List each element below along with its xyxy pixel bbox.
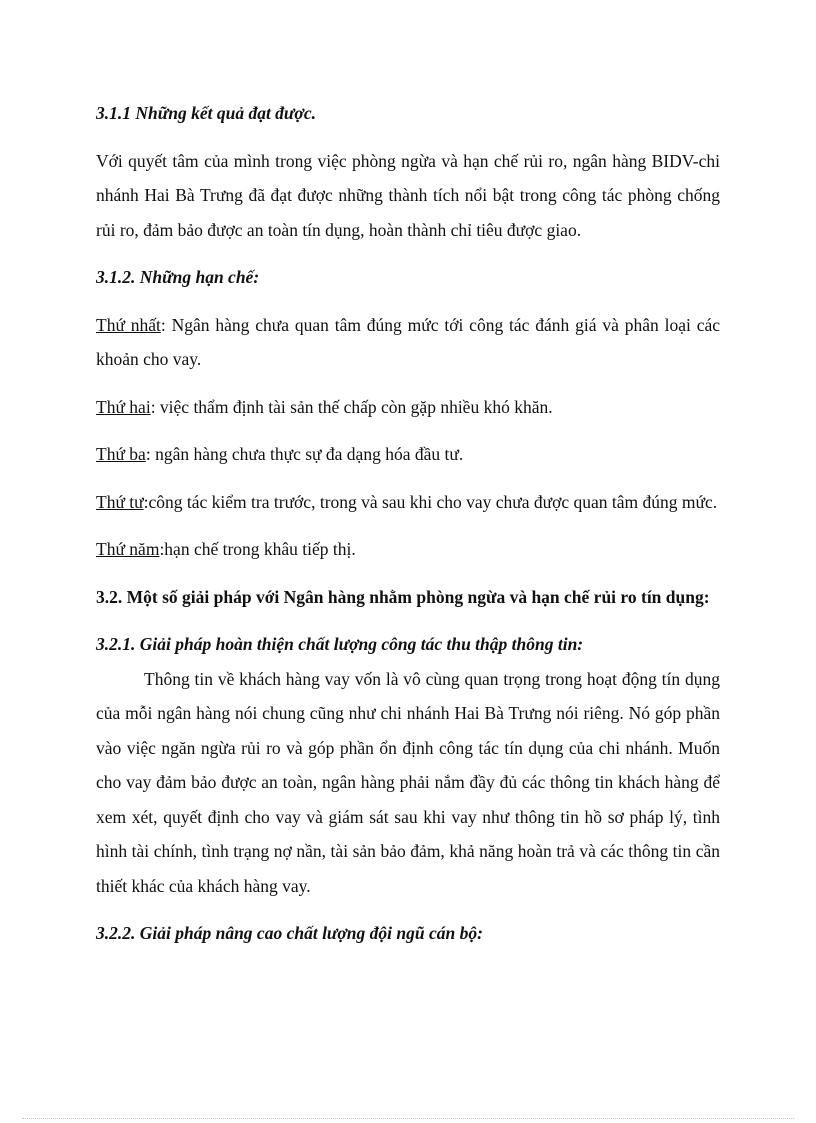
limitation-label: Thứ ba	[96, 444, 146, 464]
paragraph-information: Thông tin về khách hàng vay vốn là vô cùng quan trọng trong hoạt động tín dụng của mỗi ngân hàng nói chung cũng như chi nhánh Hai Bà Trưng nói riêng. Nó góp phần vào việc ngăn ngừa rủi ro và góp phần ổn định công tác tín dụng của chi nhánh. Muốn cho vay đảm bảo được an toàn, ngân hàng phải nắm đầy đủ các thông tin khách hàng để xem xét, quyết định cho vay và giám sát sau khi vay như thông tin hồ sơ pháp lý, tình hình tài chính, tình trạng nợ nần, tài sản bảo đảm, khả năng hoàn trả và các thông tin cần thiết khác của khách hàng vay.	[96, 668, 720, 896]
heading-3-2: 3.2. Một số giải pháp với Ngân hàng nhằm phòng ngừa và hạn chế rủi ro tín dụng:	[96, 586, 710, 607]
heading-3-1-1: 3.1.1 Những kết quả đạt được.	[96, 103, 316, 123]
limitation-item-1	[96, 308, 720, 377]
limitation-text: :công tác kiểm tra trước, trong và sau khi cho vay chưa được quan tâm đúng mức.	[143, 491, 718, 512]
document-page	[96, 96, 720, 964]
limitation-text: : ngân hàng chưa thực sự đa dạng hóa đầu tư.	[145, 444, 464, 464]
limitation-text: : việc thẩm định tài sản thế chấp còn gặp nhiều khó khăn.	[150, 396, 553, 417]
limitation-item-3	[96, 437, 720, 472]
limitation-text: :hạn chế trong khâu tiếp thị.	[159, 539, 356, 559]
paragraph-results: Với quyết tâm của mình trong việc phòng ngừa và hạn chế rủi ro, ngân hàng BIDV-chi nhánh Hai Bà Trưng đã đạt được những thành tích nổi bật trong công tác phòng chống rủi ro, đảm bảo được an toàn tín dụng, hoàn thành chỉ tiêu được giao.	[96, 150, 720, 240]
limitation-label: Thứ nhất	[96, 314, 161, 335]
heading-3-2-2: 3.2.2. Giải pháp nâng cao chất lượng đội ngũ cán bộ:	[96, 923, 483, 943]
limitation-label: Thứ năm	[96, 539, 160, 559]
limitation-item-5	[96, 532, 720, 567]
limitation-label: Thứ tư	[96, 491, 144, 512]
limitation-item-4	[96, 485, 720, 520]
page-bottom-dotted-rule	[22, 1118, 794, 1119]
limitation-item-2	[96, 390, 720, 425]
limitation-label: Thứ hai	[96, 396, 151, 417]
heading-3-1-2: 3.1.2. Những hạn chế:	[96, 267, 260, 287]
heading-3-2-1: 3.2.1. Giải pháp hoàn thiện chất lượng công tác thu thập thông tin:	[96, 634, 584, 654]
limitation-text: : Ngân hàng chưa quan tâm đúng mức tới công tác đánh giá và phân loại các khoản cho vay.	[96, 314, 720, 369]
